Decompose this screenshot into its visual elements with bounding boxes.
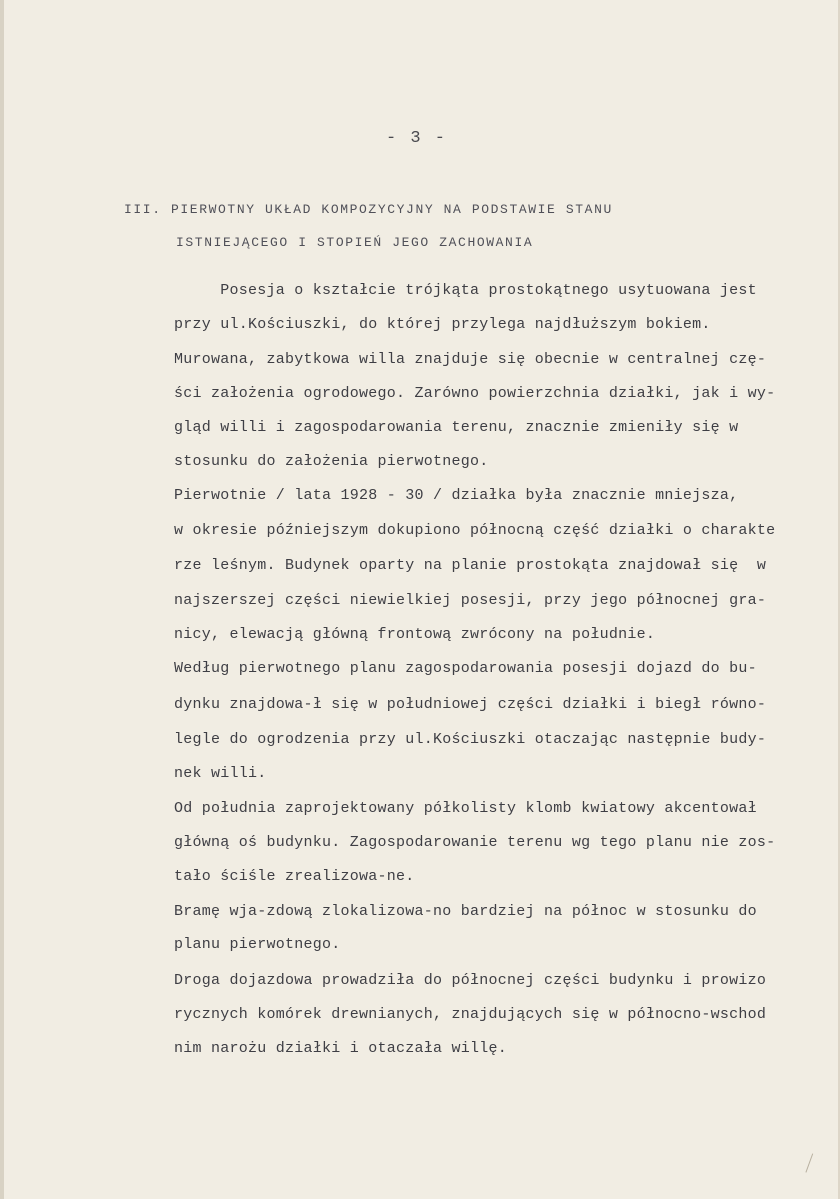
body-line: najszerszej części niewielkiej posesji, przy jego północnej gra- xyxy=(174,592,767,609)
body-line: Pierwotnie / lata 1928 - 30 / działka była znacznie mniejsza, xyxy=(174,487,739,504)
section-heading-line-2: ISTNIEJĄCEGO I STOPIEŃ JEGO ZACHOWANIA xyxy=(176,235,534,250)
body-line: Murowana, zabytkowa willa znajduje się obecnie w centralnej czę- xyxy=(174,351,767,368)
body-line: główną oś budynku. Zagospodarowanie terenu wg tego planu nie zos- xyxy=(174,834,776,851)
body-line: nicy, elewacją główną frontową zwrócony na południe. xyxy=(174,626,656,643)
body-line: planu pierwotnego. xyxy=(174,936,341,953)
paper-left-edge xyxy=(0,0,4,1199)
body-line: Droga dojazdowa prowadziła do północnej części budynku i prowizo xyxy=(174,972,767,989)
body-line: przy ul.Kościuszki, do której przylega najdłuższym bokiem. xyxy=(174,316,711,333)
body-line: dynku znajdowa-ł się w południowej części działki i biegł równo- xyxy=(174,696,767,713)
body-line: Według pierwotnego planu zagospodarowania posesji dojazd do bu- xyxy=(174,660,757,677)
page-number: - 3 - xyxy=(386,129,448,148)
body-line: ści założenia ogrodowego. Zarówno powierzchnia działki, jak i wy- xyxy=(174,385,776,402)
paper-mark xyxy=(800,1151,813,1172)
section-heading-line-1: III. PIERWOTNY UKŁAD KOMPOZYCYJNY NA PODSTAWIE STANU xyxy=(124,202,613,217)
body-line: legle do ogrodzenia przy ul.Kościuszki otaczając następnie budy- xyxy=(174,731,767,748)
body-line: tało ściśle zrealizowa-ne. xyxy=(174,868,415,885)
body-line: stosunku do założenia pierwotnego. xyxy=(174,453,489,470)
body-line: w okresie późniejszym dokupiono północną część działki o charakte xyxy=(174,522,776,539)
body-line: Bramę wja-zdową zlokalizowa-no bardziej na północ w stosunku do xyxy=(174,903,757,920)
body-line: rycznych komórek drewnianych, znajdujących się w północno-wschod xyxy=(174,1006,767,1023)
body-line: rze leśnym. Budynek oparty na planie prostokąta znajdował się w xyxy=(174,557,767,574)
body-line: Posesja o kształcie trójkąta prostokątnego usytuowana jest xyxy=(174,282,757,299)
body-line: nim narożu działki i otaczała willę. xyxy=(174,1040,508,1057)
body-line: gląd willi i zagospodarowania terenu, znacznie zmieniły się w xyxy=(174,419,739,436)
body-line: Od południa zaprojektowany półkolisty klomb kwiatowy akcentował xyxy=(174,800,757,817)
body-line: nek willi. xyxy=(174,765,267,782)
